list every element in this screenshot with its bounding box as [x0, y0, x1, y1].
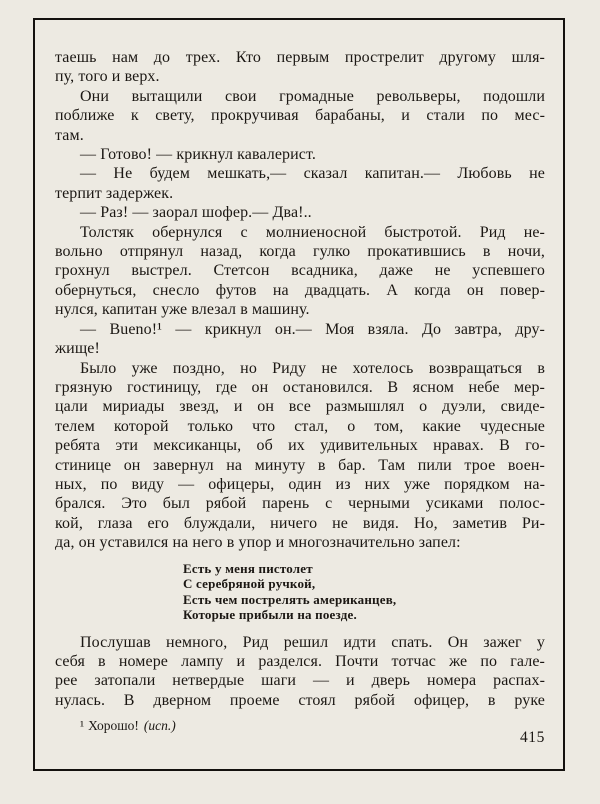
- text-line: ребята эти мексиканцы, об их удивительных нравах. В го-: [55, 437, 545, 455]
- text-line: ных, по виду — офицеры, один из них уже порядком на-: [55, 475, 545, 493]
- text-line: Было уже поздно, но Риду не хотелось возвращаться в: [80, 359, 545, 377]
- text-line: нулся, капитан уже влезал в машину.: [55, 301, 310, 319]
- verse-line: Есть чем пострелять американцев,: [183, 591, 397, 607]
- text-line: Толстяк обернулся с молниеносной быстротой. Рид не-: [80, 223, 545, 241]
- text-line: пу, того и верх.: [55, 68, 160, 86]
- text-line: грохнул выстрел. Стетсон всадника, даже не успевшего: [55, 262, 545, 280]
- text-line: жище!: [55, 340, 100, 358]
- text-line: — Bueno!¹ — крикнул он.— Моя взяла. До завтра, дру-: [80, 320, 545, 338]
- text-line: — Готово! — крикнул кавалерист.: [80, 146, 316, 164]
- footnote-text: Хорошо!: [88, 718, 139, 734]
- text-line: Послушав немного, Рид решил идти спать. Он зажег у: [80, 633, 545, 651]
- text-line: брался. Это был рябой парень с черными усиками полос-: [55, 495, 545, 513]
- text-line: телем которой только что стал, о том, какие чудесные: [55, 417, 545, 435]
- text-line: вольно отпрянул назад, когда гулко прокатившись в ночи,: [55, 243, 545, 261]
- footnote-language: (исп.): [143, 718, 176, 734]
- text-body: [55, 48, 545, 734]
- page-number: 415: [519, 729, 545, 746]
- text-line: терпит задержек.: [55, 184, 174, 202]
- text-line: таешь нам до трех. Кто первым прострелит другому шля-: [55, 49, 545, 66]
- text-line: стинице он завернул на минуту в бар. Там пили трое воен-: [55, 456, 545, 474]
- text-line: цали мириады звезд, и он все размышлял о дуэли, свиде-: [55, 398, 545, 416]
- text-line: обернуться, снесло футов на двадцать. А когда он повер-: [55, 281, 545, 299]
- text-line: там.: [55, 126, 84, 144]
- text-line: нулась. В дверном проеме стоял рябой офицер, в руке: [55, 691, 545, 709]
- text-line: рее затопали нетвердые шаги — и дверь номера распах-: [55, 672, 545, 690]
- text-line: — Раз! — заорал шофер.— Два!..: [80, 204, 312, 222]
- text-line: себя в номере лампу и разделся. Почти тотчас же по гале-: [55, 652, 545, 670]
- text-line: Они вытащили свои громадные револьверы, подошли: [80, 87, 545, 105]
- verse-block: [183, 561, 545, 623]
- text-line: да, он уставился на него в упор и многозначительно запел:: [55, 534, 461, 552]
- verse-line: С серебряной ручкой,: [183, 576, 316, 592]
- verse-line: Есть у меня пистолет: [183, 560, 313, 576]
- text-line: грязную гостиницу, где он остановился. В ясном небе мер-: [55, 378, 545, 396]
- text-line: — Не будем мешкать,— сказал капитан.— Любовь не: [80, 165, 545, 183]
- verse-line: Которые прибыли на поезде.: [183, 607, 357, 623]
- footnote-marker: ¹: [80, 718, 85, 734]
- text-line: кой, глаза его блуждали, ничего не видя. Но, заметив Ри-: [55, 514, 545, 532]
- text-line: поближе к свету, прокручивая барабаны, и стали по мес-: [55, 107, 545, 125]
